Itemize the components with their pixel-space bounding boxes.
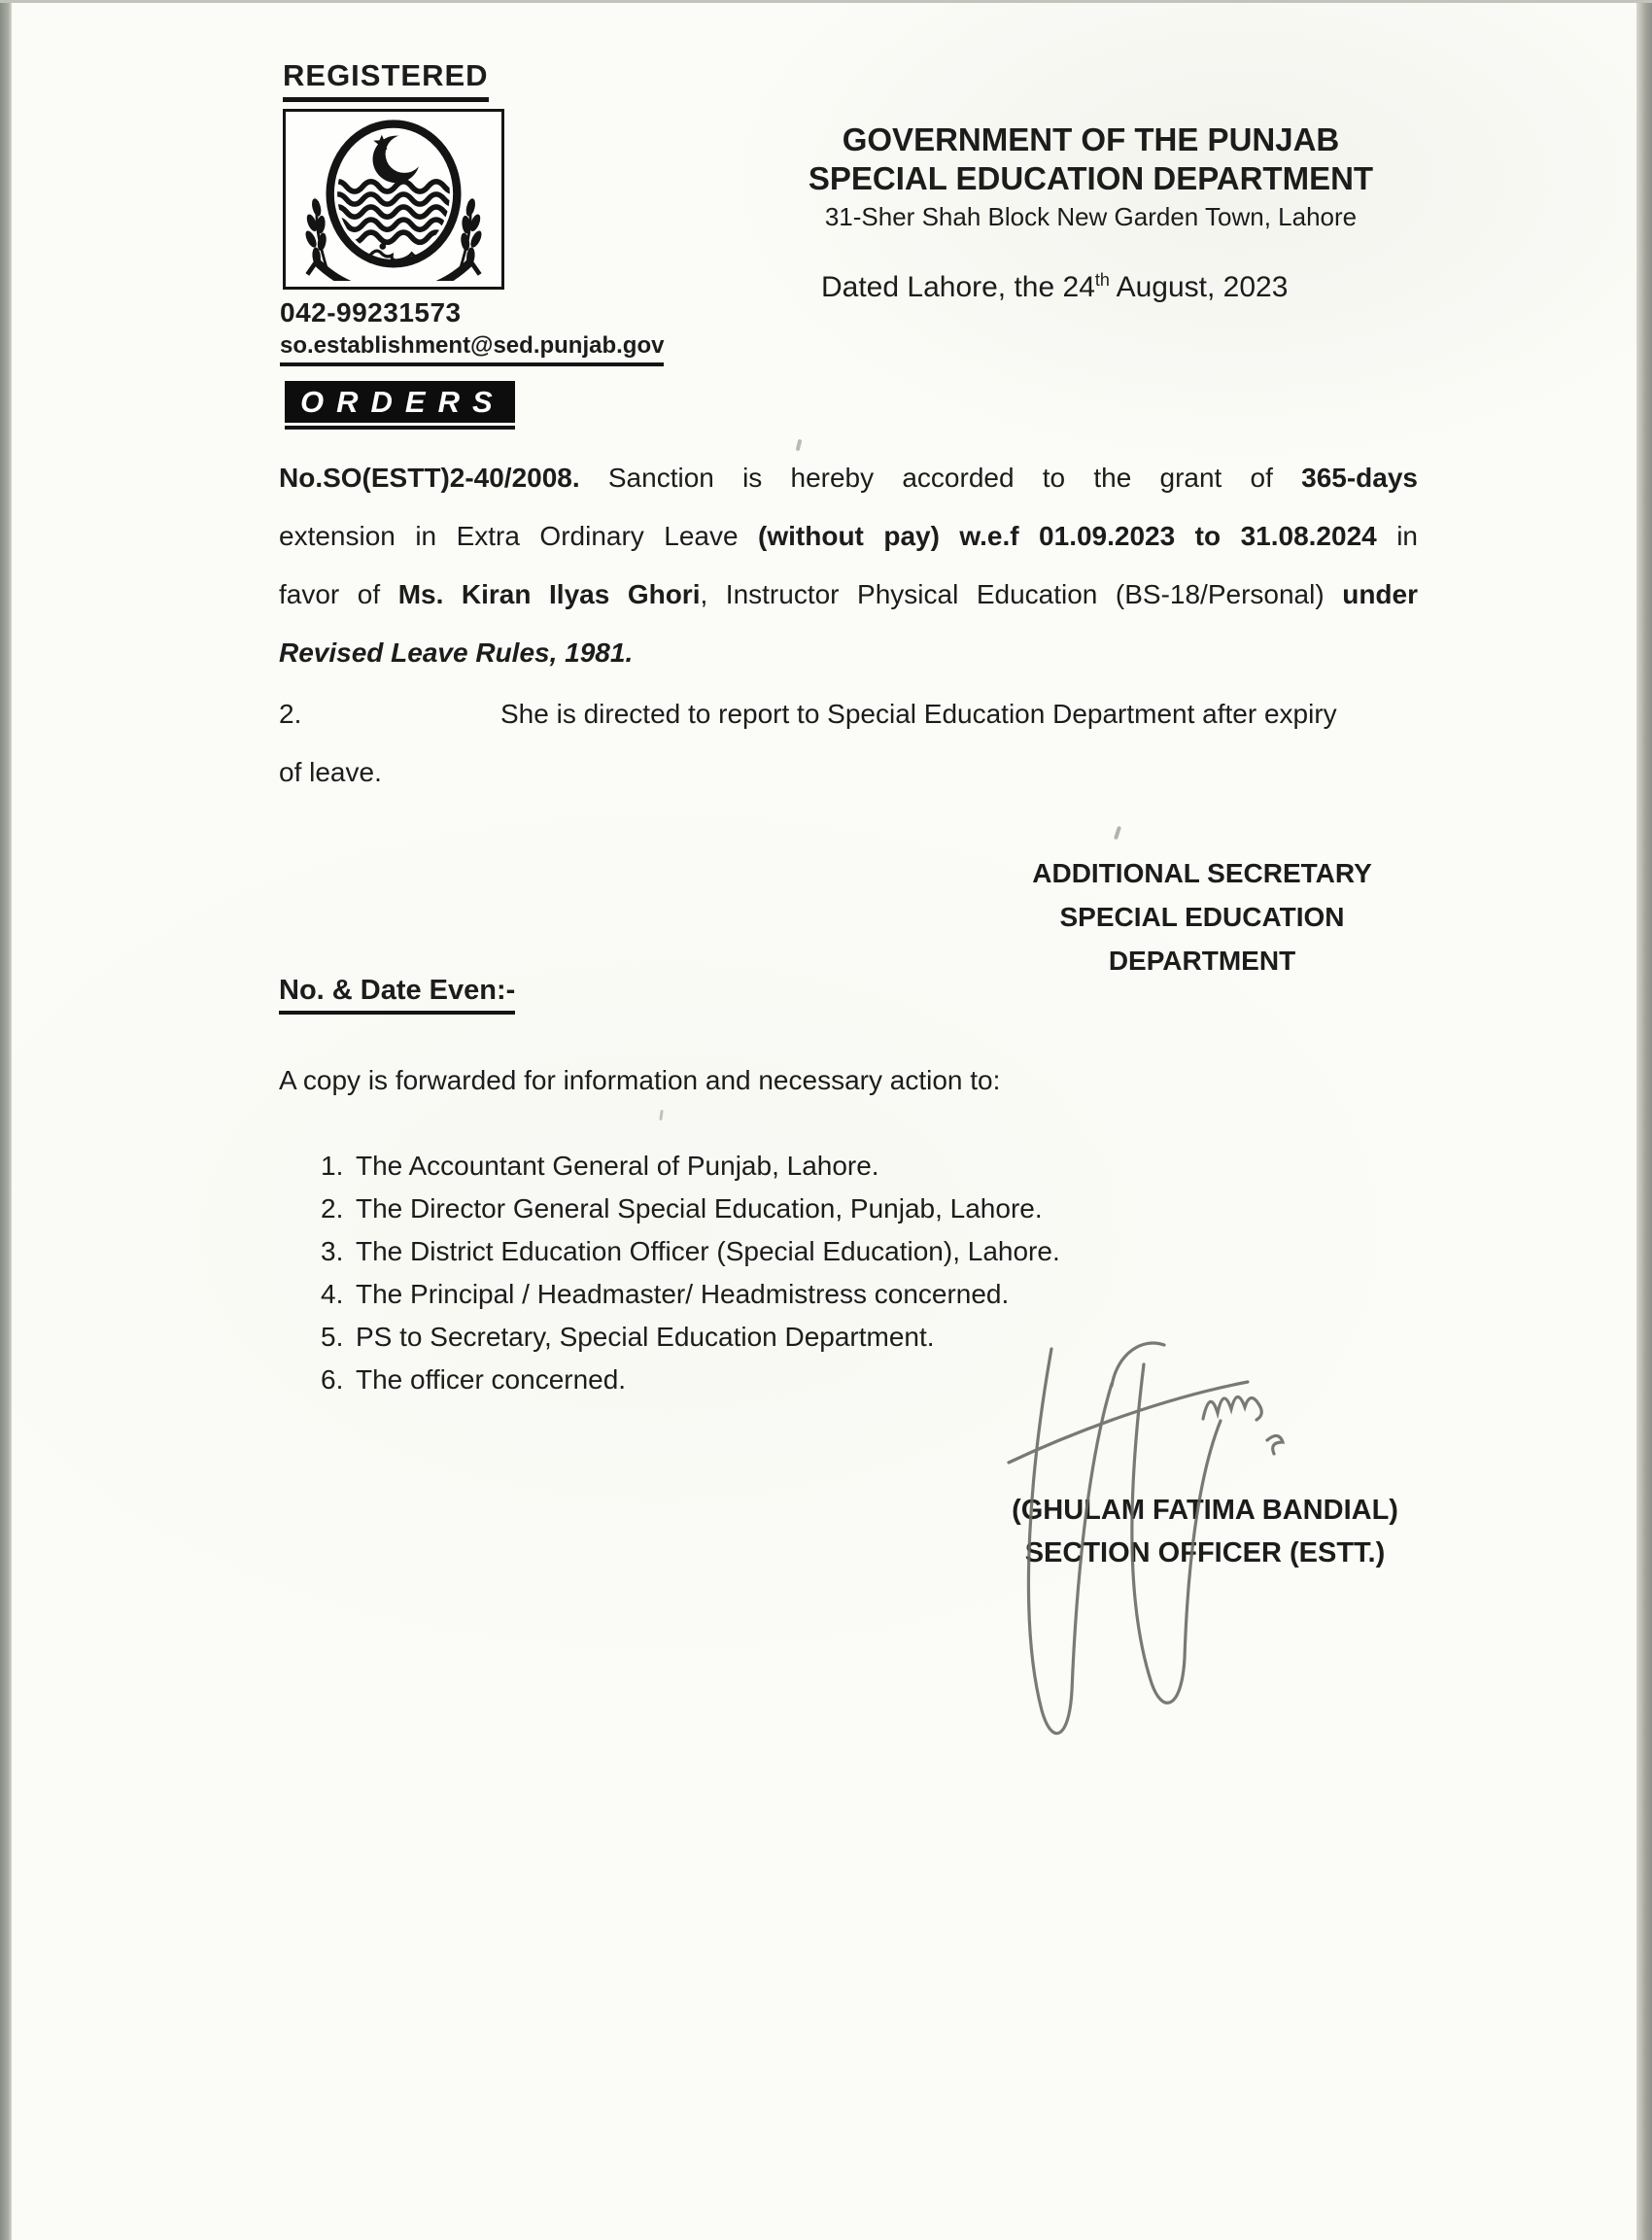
phone-number: 042-99231573	[280, 297, 462, 327]
signatory-title: SECTION OFFICER (ESTT.)	[1024, 1537, 1386, 1568]
scan-artifact	[659, 1110, 664, 1120]
scan-artifact	[1114, 826, 1121, 841]
punjab-government-emblem-icon	[293, 118, 494, 281]
scan-edge-left	[0, 0, 12, 2240]
department-line1: GOVERNMENT OF THE PUNJAB	[842, 121, 1340, 157]
recipient-item: 6. The officer concerned.	[321, 1364, 627, 1395]
orders-heading: ORDERS	[285, 381, 515, 423]
recipient-item: 4. The Principal / Headmaster/ Headmistress concerned.	[321, 1279, 1010, 1309]
scan-edge-top	[0, 0, 1652, 3]
signatory-name: (GHULAM FATIMA BANDIAL)	[1012, 1495, 1398, 1526]
department-line2: SPECIAL EDUCATION DEPARTMENT	[808, 160, 1374, 196]
paragraph-number: 2.	[279, 699, 302, 729]
endorsement-heading: No. & Date Even:-	[279, 975, 515, 1015]
recipient-item: 1. The Accountant General of Punjab, Lahore.	[321, 1151, 879, 1181]
registered-stamp: REGISTERED	[283, 58, 489, 102]
paragraph-line: favor of Ms. Kiran Ilyas Ghori, Instructor Physical Education (BS-18/Personal) under	[279, 579, 1418, 609]
date-line: Dated Lahore, the 24th August, 2023	[821, 270, 1289, 303]
paragraph-line: She is directed to report to Special Education Department after expiry	[500, 699, 1337, 729]
department-address: 31-Sher Shah Block New Garden Town, Lahore	[824, 202, 1358, 231]
signatory-line: DEPARTMENT	[1108, 946, 1296, 976]
emblem-box	[283, 109, 504, 290]
email-address: so.establishment@sed.punjab.gov	[280, 332, 664, 366]
paragraph-line: of leave.	[279, 757, 382, 787]
forward-note: A copy is forwarded for information and necessary action to:	[279, 1065, 1001, 1095]
signatory-line: ADDITIONAL SECRETARY	[1032, 858, 1372, 888]
paragraph-2	[279, 685, 1418, 802]
recipient-item: 5. PS to Secretary, Special Education Department.	[321, 1322, 935, 1352]
order-paragraph	[279, 449, 1418, 682]
scan-edge-right	[1636, 0, 1652, 2240]
orders-heading-underline	[285, 381, 515, 430]
handwritten-signature	[972, 1302, 1360, 1769]
recipients-list	[321, 1145, 1060, 1401]
signatory-line: SPECIAL EDUCATION	[1059, 902, 1345, 932]
paragraph-line: extension in Extra Ordinary Leave (without pay) w.e.f 01.09.2023 to 31.08.2024 in	[279, 521, 1418, 551]
recipient-item: 3. The District Education Officer (Special Education), Lahore.	[321, 1236, 1060, 1266]
signatory-designation-block	[1018, 851, 1386, 982]
recipient-item: 2. The Director General Special Education, Punjab, Lahore.	[321, 1193, 1043, 1223]
paragraph-line: No.SO(ESTT)2-40/2008. Sanction is hereby accorded to the grant of 365-days	[279, 463, 1418, 493]
letterhead	[773, 121, 1409, 233]
ordinal-superscript: th	[1094, 270, 1110, 290]
paragraph-line: Revised Leave Rules, 1981.	[279, 638, 634, 668]
